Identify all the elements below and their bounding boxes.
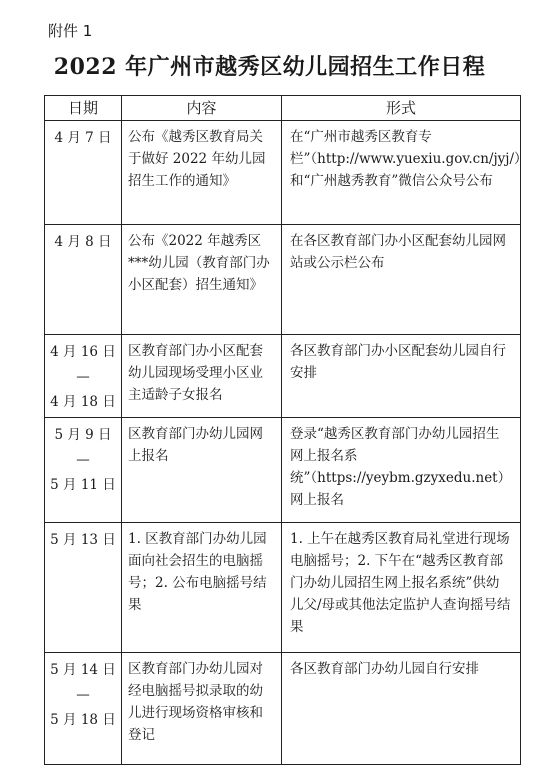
form-cell: 登录“越秀区教育部门办幼儿园招生网上报名系统”（https://yeybm.gzyxedu.net）网上报名	[282, 418, 521, 523]
header-date: 日期	[45, 96, 122, 121]
table-row	[45, 653, 521, 765]
date-start: 4 月 7 日	[54, 130, 112, 146]
date-end: 5 月 18 日	[50, 712, 116, 728]
content-cell: 1. 区教育部门办幼儿园面向社会招生的电脑摇号；2. 公布电脑摇号结果	[122, 523, 282, 653]
table-row	[45, 121, 521, 225]
form-cell: 在“广州市越秀区教育专栏”（http://www.yuexiu.gov.cn/jyj/）和“广州越秀教育”微信公众号公布	[282, 121, 521, 225]
date-start: 5 月 9 日	[54, 427, 112, 443]
date-start: 5 月 13 日	[50, 532, 116, 548]
date-cell	[45, 225, 122, 335]
content-cell: 公布《越秀区教育局关于做好 2022 年幼儿园招生工作的通知》	[122, 121, 282, 225]
date-cell	[45, 653, 122, 765]
table-row	[45, 418, 521, 523]
date-separator: —	[76, 369, 90, 385]
date-cell	[45, 121, 122, 225]
table-row	[45, 225, 521, 335]
date-end: 5 月 11 日	[50, 477, 116, 493]
table-row	[45, 523, 521, 653]
document-title: 2022 年广州市越秀区幼儿园招生工作日程	[53, 54, 486, 80]
content-cell: 区教育部门办幼儿园网上报名	[122, 418, 282, 523]
form-cell: 各区教育部门办小区配套幼儿园自行安排	[282, 335, 521, 418]
table-header-row	[45, 96, 521, 121]
date-start: 5 月 14 日	[50, 662, 116, 678]
schedule-table	[44, 95, 528, 765]
date-separator: —	[76, 452, 90, 468]
date-start: 4 月 16 日	[50, 344, 116, 360]
form-cell: 在各区教育部门办小区配套幼儿园网站或公示栏公布	[282, 225, 521, 335]
form-cell: 各区教育部门办幼儿园自行安排	[282, 653, 521, 765]
date-cell	[45, 418, 122, 523]
content-cell: 区教育部门办小区配套幼儿园现场受理小区业主适龄子女报名	[122, 335, 282, 418]
date-end: 4 月 18 日	[50, 394, 116, 410]
date-start: 4 月 8 日	[54, 234, 112, 250]
date-separator: —	[76, 687, 90, 703]
header-form: 形式	[282, 96, 521, 121]
form-cell: 1. 上午在越秀区教育局礼堂进行现场电脑摇号；2. 下午在“越秀区教育部门办幼儿园招生网上报名系统”供幼儿父/母或其他法定监护人查询摇号结果	[282, 523, 521, 653]
header-content: 内容	[122, 96, 282, 121]
table-row	[45, 335, 521, 418]
attachment-label: 附件 1	[48, 22, 93, 40]
date-cell	[45, 523, 122, 653]
content-cell: 区教育部门办幼儿园对经电脑摇号拟录取的幼儿进行现场资格审核和登记	[122, 653, 282, 765]
date-cell	[45, 335, 122, 418]
content-cell: 公布《2022 年越秀区***幼儿园（教育部门办小区配套）招生通知》	[122, 225, 282, 335]
